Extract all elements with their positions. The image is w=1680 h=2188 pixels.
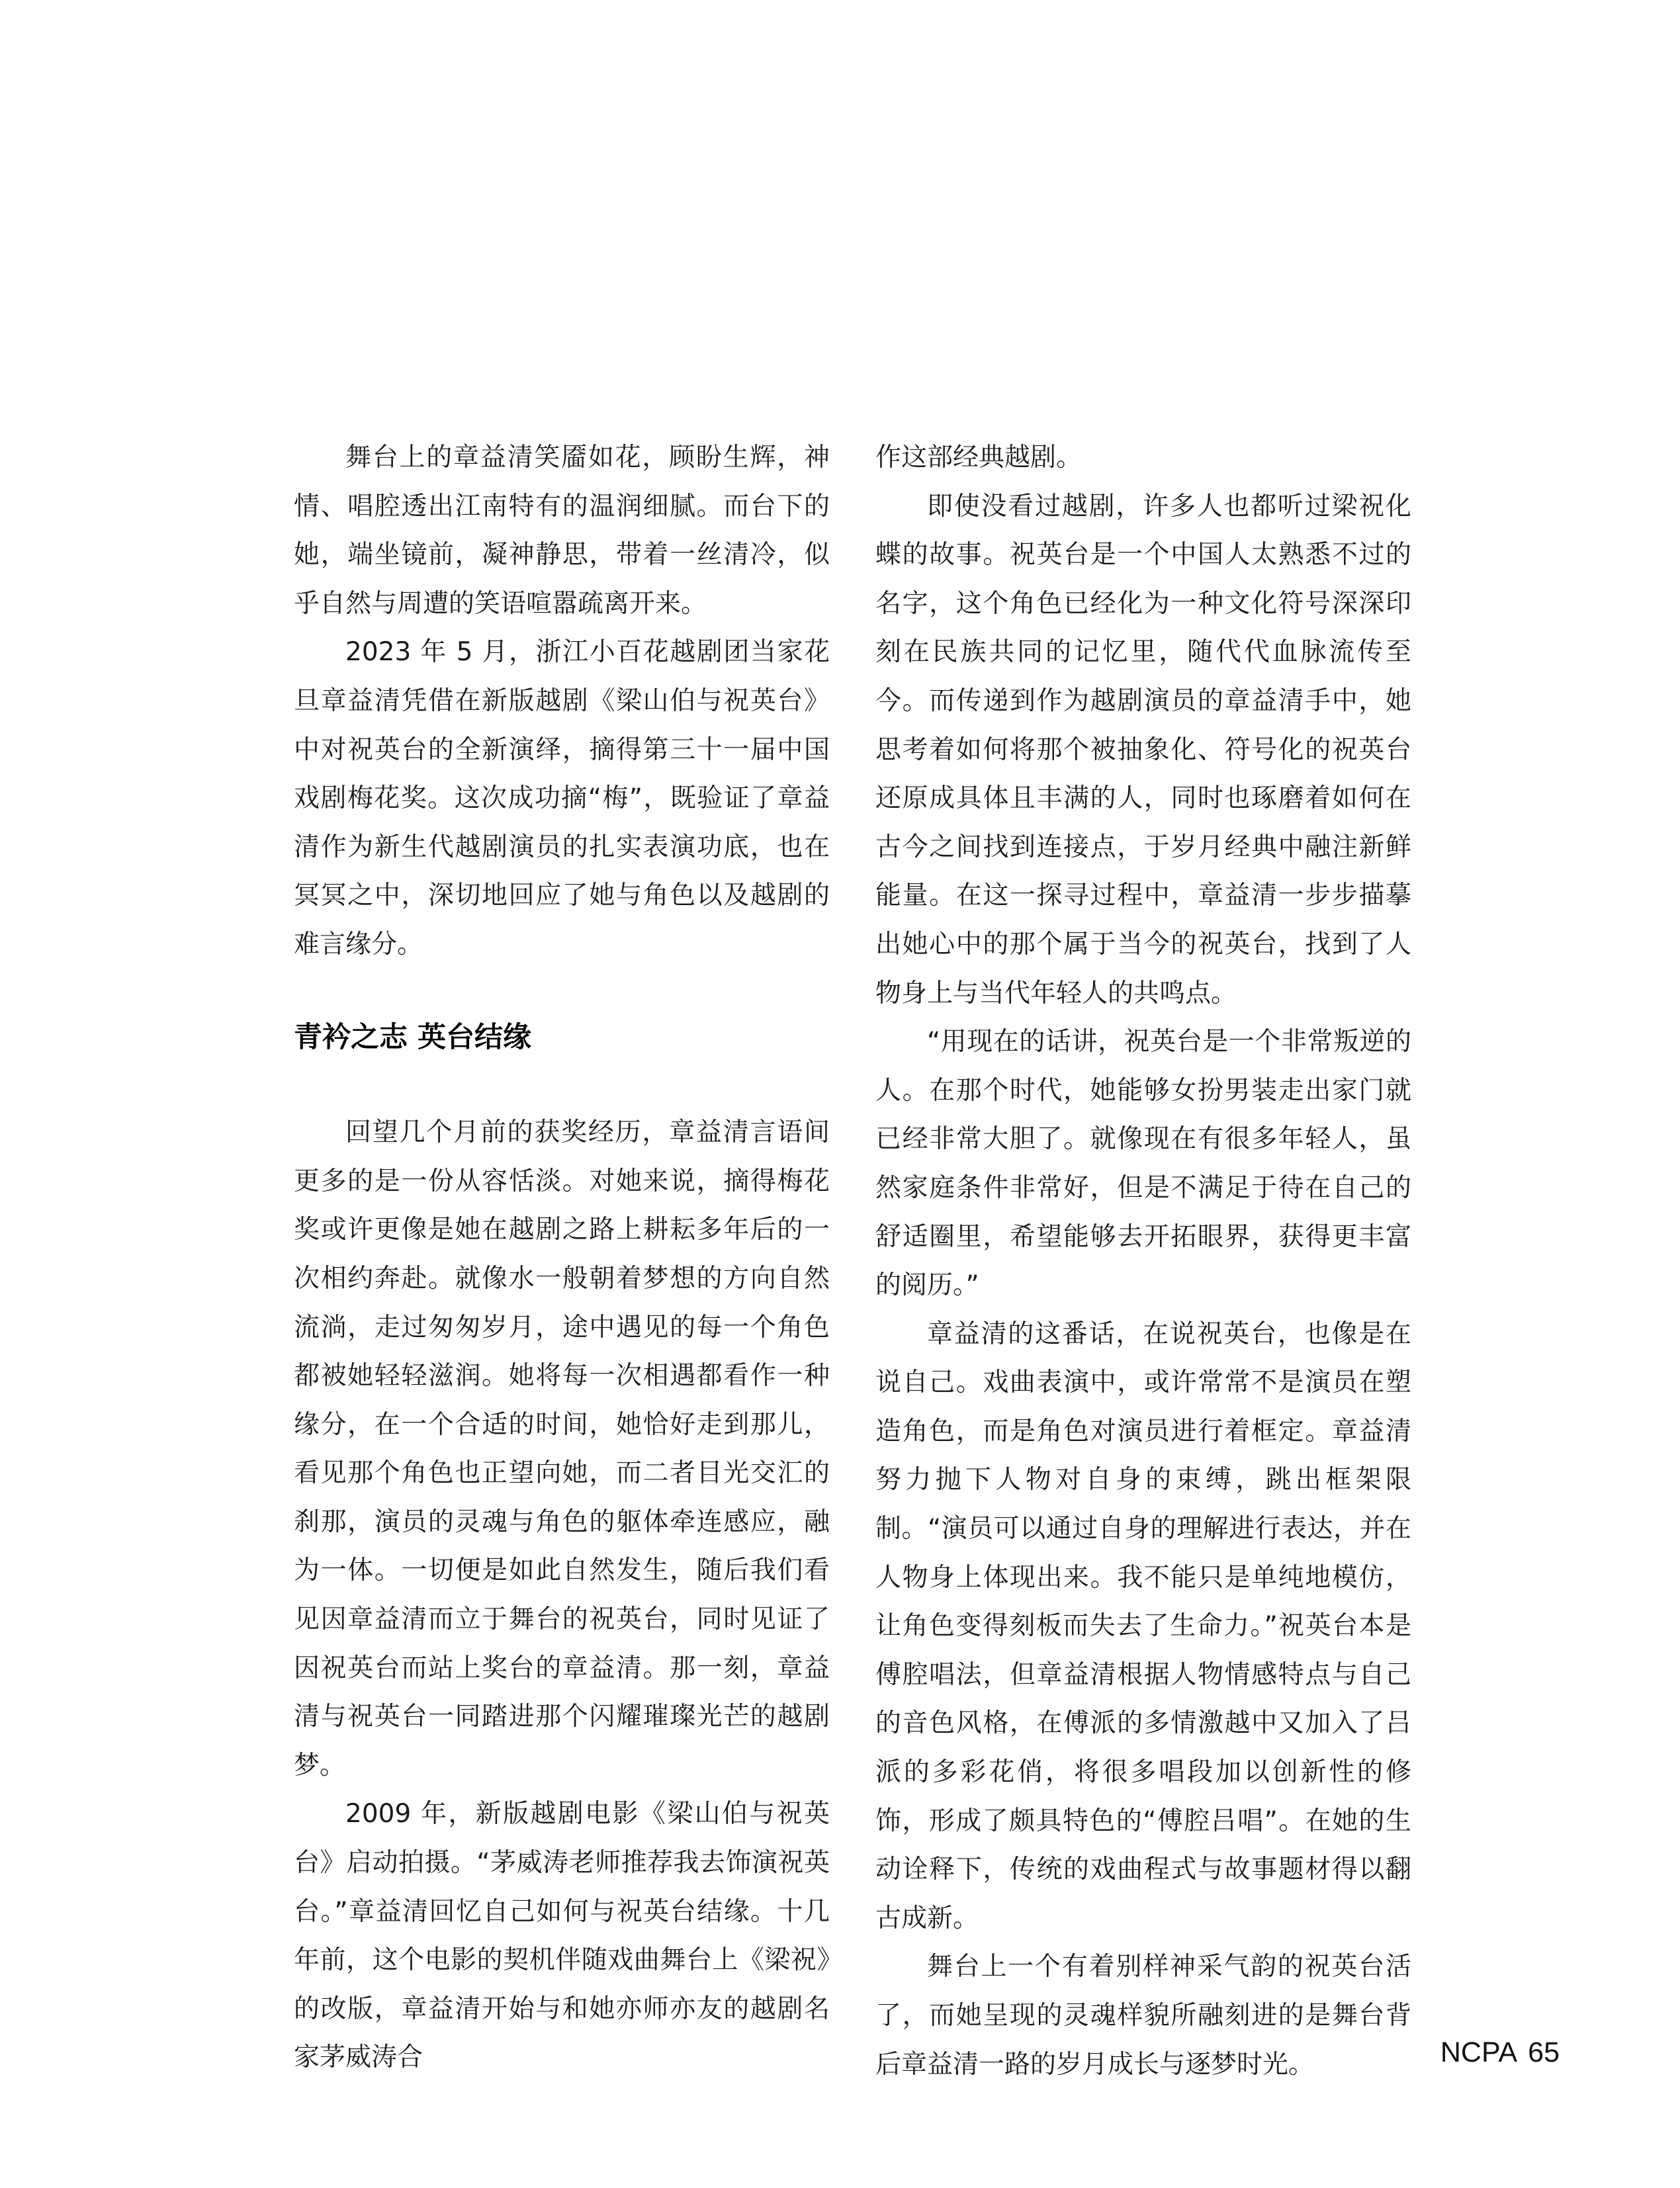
paragraph-continuation: 作这部经典越剧。 xyxy=(875,443,1083,472)
section-heading: 青衿之志 英台结缘 xyxy=(294,1020,531,1054)
spacer xyxy=(294,969,830,1014)
spacer xyxy=(294,1062,830,1108)
page-number: 65 xyxy=(1528,2036,1560,2068)
paragraph: 舞台上的章益清笑靥如花，顾盼生辉，神情、唱腔透出江南特有的温润细腻。而台下的她，端坐镜前，凝神静思，带着一丝清冷，似乎自然与周遭的笑语喧嚣疏离开来。 xyxy=(294,443,830,619)
paragraph: 即使没看过越剧，许多人也都听过梁祝化蝶的故事。祝英台是一个中国人太熟悉不过的名字，这个角色已经化为一种文化符号深深印刻在民族共同的记忆里，随代代血脉流传至今。而传递到作为越剧演员的章益清手中，她思考着如何将那个被抽象化、符号化的祝英台还原成具体且丰满的人，同时也琢磨着如何在古今之间找到连接点，于岁月经典中融注新鲜能量。在这一探寻过程中，章益清一步步描摹出她心中的那个属于当今的祝英台，找到了人物身上与当代年轻人的共鸣点。 xyxy=(875,491,1411,1008)
paragraph: 2023 年 5 月，浙江小百花越剧团当家花旦章益清凭借在新版越剧《梁山伯与祝英台》中对祝英台的全新演绎，摘得第三十一届中国戏剧梅花奖。这次成功摘“梅”，既验证了章益清作为新生代越剧演员的扎实表演功底，也在冥冥之中，深切地回应了她与角色以及越剧的难言缘分。 xyxy=(294,637,830,959)
publication-name: NCPA xyxy=(1440,2036,1518,2068)
paragraph: 2009 年，新版越剧电影《梁山伯与祝英台》启动拍摄。“茅威涛老师推荐我去饰演祝英台。”章益清回忆自己如何与祝英台结缘。十几年前，这个电影的契机伴随戏曲舞台上《梁祝》的改版，章益清开始与和她亦师亦友的越剧名家茅威涛合 xyxy=(294,1799,830,2073)
paragraph: 章益清的这番话，在说祝英台，也像是在说自己。戏曲表演中，或许常常不是演员在塑造角色，而是角色对演员进行着框定。章益清努力抛下人物对自身的束缚，跳出框架限制。“演员可以通过自身的理解进行表达，并在人物身上体现出来。我不能只是单纯地模仿，让角色变得刻板而失去了生命力。”祝英台本是傅腔唱法，但章益清根据人物情感特点与自己的音色风格，在傅派的多情激越中又加入了吕派的多彩花俏，将很多唱段加以创新性的修饰，形成了颇具特色的“傅腔吕唱”。在她的生动诠释下，传统的戏曲程式与故事题材得以翻古成新。 xyxy=(875,1319,1411,1933)
paragraph: 回望几个月前的获奖经历，章益清言语间更多的是一份从容恬淡。对她来说，摘得梅花奖或许更像是她在越剧之路上耕耘多年后的一次相约奔赴。就像水一般朝着梦想的方向自然流淌，走过匆匆岁月，途中遇见的每一个角色都被她轻轻滋润。她将每一次相遇都看作一种缘分，在一个合适的时间，她恰好走到那儿，看见那个角色也正望向她，而二者目光交汇的刹那，演员的灵魂与角色的躯体牵连感应，融为一体。一切便是如此自然发生，随后我们看见因章益清而立于舞台的祝英台，同时见证了因祝英台而站上奖台的章益清。那一刻，章益清与祝英台一同踏进那个闪耀璀璨光芒的越剧梦。 xyxy=(294,1117,830,1780)
paragraph: “用现在的话讲，祝英台是一个非常叛逆的人。在那个时代，她能够女扮男装走出家门就已经非常大胆了。就像现在有很多年轻人，虽然家庭条件非常好，但是不满足于待在自己的舒适圈里，希望能够去开拓眼界，获得更丰富的阅历。” xyxy=(875,1027,1411,1301)
left-column xyxy=(294,433,830,2082)
paragraph: 舞台上一个有着别样神采气韵的祝英台活了，而她呈现的灵魂样貌所融刻进的是舞台背后章益清一路的岁月成长与逐梦时光。 xyxy=(875,1952,1411,2079)
page-footer xyxy=(1440,2036,1560,2069)
right-column xyxy=(875,433,1411,2089)
